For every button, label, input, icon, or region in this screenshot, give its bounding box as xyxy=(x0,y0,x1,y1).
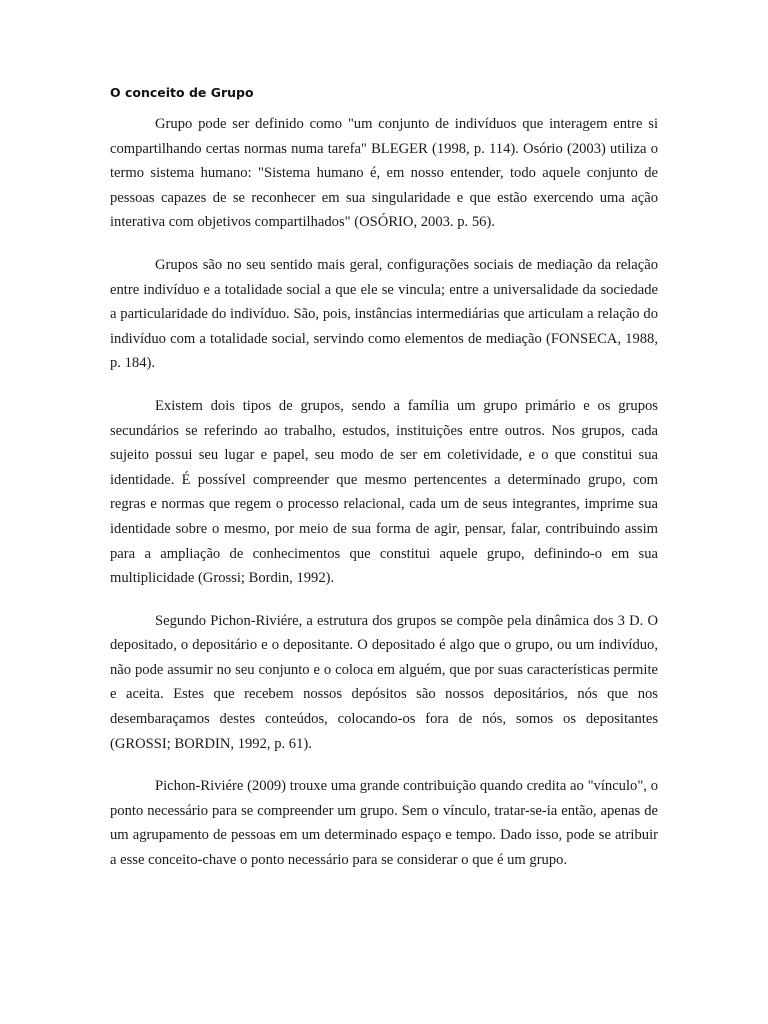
paragraph-1: Grupo pode ser definido como "um conjunto de indivíduos que interagem entre si compartilhando certas normas numa tarefa" BLEGER (1998, p. 114). Osório (2003) utiliza o termo sistema humano: "Sistema humano é, em nosso entender, todo aquele conjunto de pessoas capazes de se reconhecer em sua singularidade e que estão exercendo uma ação interativa com objetivos compartilhados" (OSÓRIO, 2003. p. 56). xyxy=(110,116,658,231)
paragraph-5: Pichon-Riviére (2009) trouxe uma grande contribuição quando credita ao "vínculo", o ponto necessário para se compreender um grupo. Sem o vínculo, tratar-se-ia então, apenas de um agrupamento de pessoas em um determinado espaço e tempo. Dado isso, pode se atribuir a esse conceito-chave o ponto necessário para se considerar o que é um grupo. xyxy=(110,778,658,869)
paragraph-3: Existem dois tipos de grupos, sendo a família um grupo primário e os grupos secundários se referindo ao trabalho, estudos, instituições entre outros. Nos grupos, cada sujeito possui seu lugar e papel, seu modo de ser em coletividade, e o que constitui sua identidade. É possível compreender que mesmo pertencentes a determinado grupo, com regras e normas que regem o processo relacional, cada um de seus integrantes, imprime sua identidade sobre o mesmo, por meio de sua forma de agir, pensar, falar, contribuindo assim para a ampliação de conhecimentos que constitui aquele grupo, definindo-o em sua multiplicidade (Grossi; Bordin, 1992). xyxy=(110,397,658,587)
document-body xyxy=(110,84,658,891)
paragraph-4: Segundo Pichon-Riviére, a estrutura dos grupos se compõe pela dinâmica dos 3 D. O depositado, o depositário e o depositante. O depositado é algo que o grupo, ou um indivíduo, não pode assumir no seu conjunto e o coloca em alguém, que por suas características permite e aceita. Estes que recebem nossos depósitos são nossos depositários, nós que nos desembaraçamos destes conteúdos, colocando-os fora de nós, somos os depositantes (GROSSI; BORDIN, 1992, p. 61). xyxy=(110,612,658,752)
paragraph-2: Grupos são no seu sentido mais geral, configurações sociais de mediação da relação entre indivíduo e a totalidade social a que ele se vincula; entre a universalidade da sociedade a particularidade do indivíduo. São, pois, instâncias intermediárias que articulam a relação do indivíduo com a totalidade social, servindo como elementos de mediação (FONSECA, 1988, p. 184). xyxy=(110,256,658,372)
document-title: O conceito de Grupo xyxy=(110,85,254,100)
